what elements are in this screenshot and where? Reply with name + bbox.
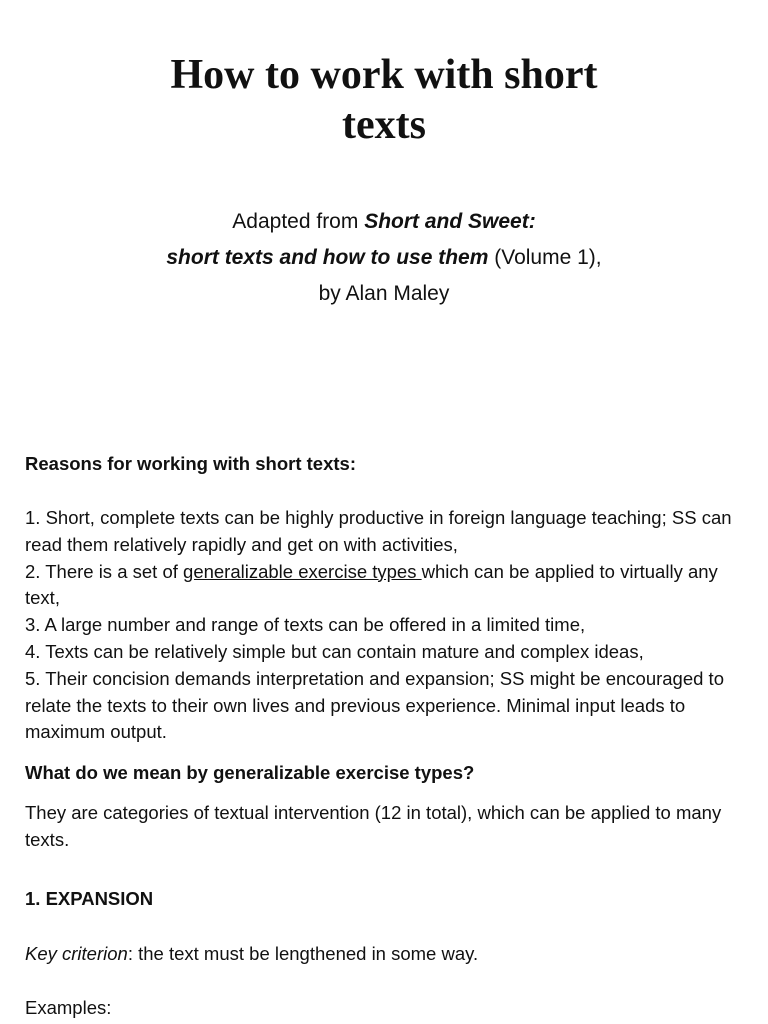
page-title-line-1: How to work with short: [170, 52, 598, 98]
source-line-2: [0, 240, 768, 276]
generalizable-exercise-types-link[interactable]: generalizable exercise types: [183, 560, 422, 582]
author-line: by Alan Maley: [318, 282, 450, 305]
book-title-part-2: short texts and how to use them: [166, 246, 489, 269]
reason-item-2-prefix: 2. There is a set of: [25, 560, 184, 582]
reason-item-5: 5. Their concision demands interpretation and expansion; SS might be encouraged to relate the texts to their own lives and previous experience. Minimal input leads to maximum output.: [25, 667, 724, 743]
key-criterion: [25, 941, 755, 968]
adapted-prefix: Adapted from: [232, 210, 365, 233]
question-answer: They are categories of textual intervention (12 in total), which can be applied to many texts.: [25, 802, 722, 850]
key-criterion-label: Key criterion: [25, 943, 128, 964]
volume-label: (Volume 1),: [488, 246, 602, 269]
key-criterion-text: : the text must be lengthened in some way.: [127, 943, 479, 964]
reason-item-2: [25, 559, 755, 613]
reason-item-1: 1. Short, complete texts can be highly productive in foreign language teaching; SS can read them relatively rapidly and get on with activities,: [25, 507, 732, 555]
examples-label: Examples:: [25, 997, 112, 1018]
book-title-part-1: Short and Sweet:: [364, 210, 536, 233]
section-1-heading: 1. EXPANSION: [25, 888, 154, 909]
reasons-list: [25, 505, 755, 746]
page-title: [0, 50, 768, 150]
question-heading: What do we mean by generalizable exercise types?: [25, 762, 475, 783]
reasons-heading: Reasons for working with short texts:: [25, 453, 356, 474]
source-line-1: [0, 204, 768, 240]
reason-item-3: 3. A large number and range of texts can be offered in a limited time,: [25, 614, 586, 636]
reason-item-4: 4. Texts can be relatively simple but can contain mature and complex ideas,: [25, 640, 644, 662]
reason-item-2-suffix: which can be applied to virtually any text,: [25, 560, 718, 609]
page-title-line-2: texts: [342, 102, 426, 148]
source-attribution: [0, 204, 768, 312]
